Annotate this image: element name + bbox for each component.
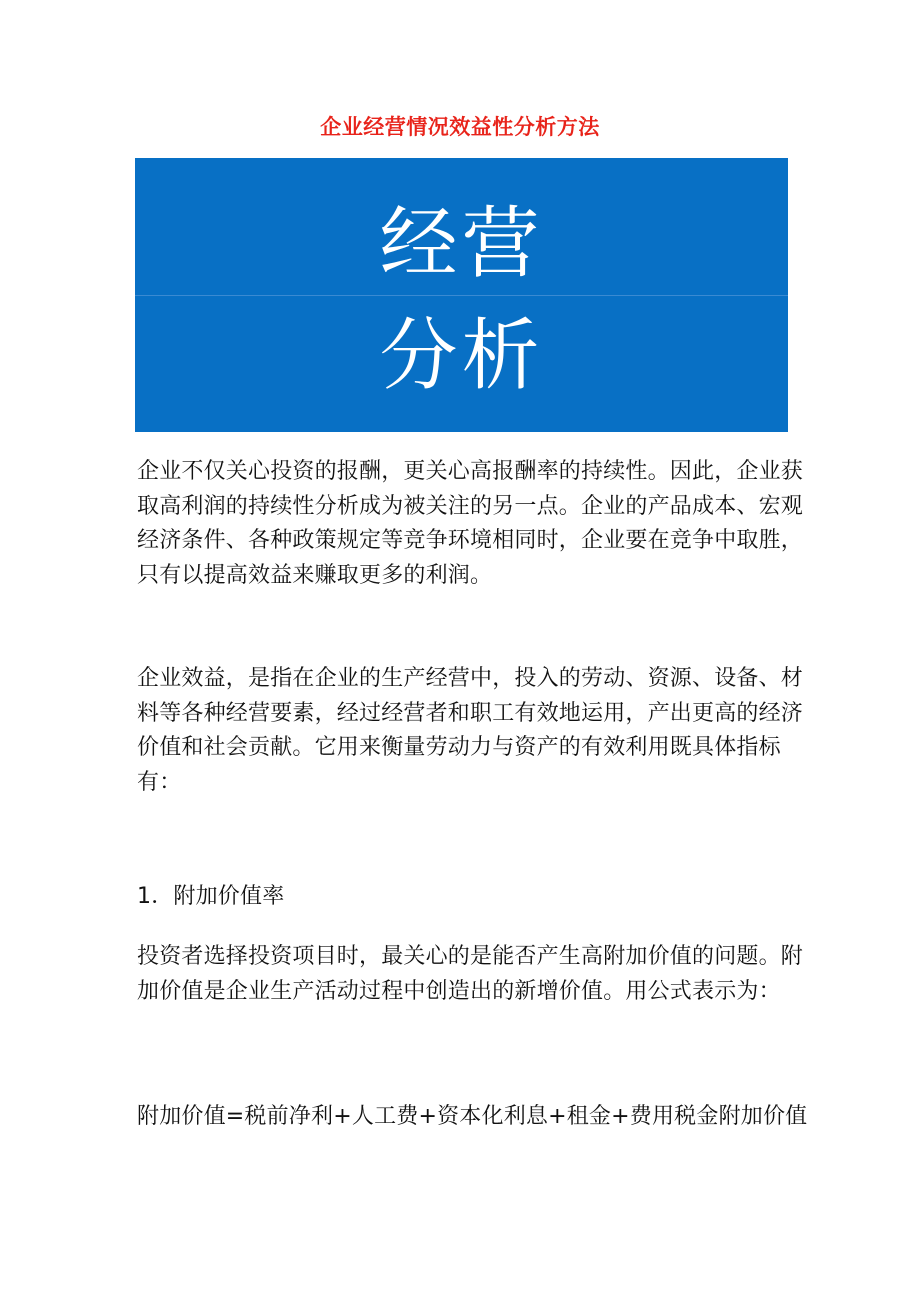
banner-text-line-1: 经营 — [379, 199, 544, 289]
section-heading-value-added-rate: 1．附加价值率 — [137, 884, 285, 909]
document-title: 企业经营情况效益性分析方法 — [320, 115, 600, 139]
banner-text-line-2: 分析 — [379, 311, 544, 401]
paragraph-value-added: 投资者选择投资项目时，最关心的是能否产生高附加价值的问题。附加价值是企业生产活动过程中创造出的新增价值。用公式表示为： — [137, 944, 804, 1004]
banner-divider — [135, 295, 788, 296]
paragraph-efficiency: 企业效益，是指在企业的生产经营中，投入的劳动、资源、设备、材料等各种经营要素，经过经营者和职工有效地运用，产出更高的经济价值和社会贡献。它用来衡量劳动力与资产的有效利用既具体指标有： — [137, 666, 804, 795]
banner-image — [135, 158, 788, 432]
paragraph-intro: 企业不仅关心投资的报酬，更关心高报酬率的持续性。因此，企业获取高利润的持续性分析成为被关注的另一点。企业的产品成本、宏观经济条件、各种政策规定等竞争环境相同时，企业要在竞争中取胜，只有以提高效益来赚取更多的利润。 — [137, 459, 804, 588]
paragraph-formula: 附加价值=税前净利+人工费+资本化利息+租金+费用税金附加价值 — [137, 1104, 808, 1129]
